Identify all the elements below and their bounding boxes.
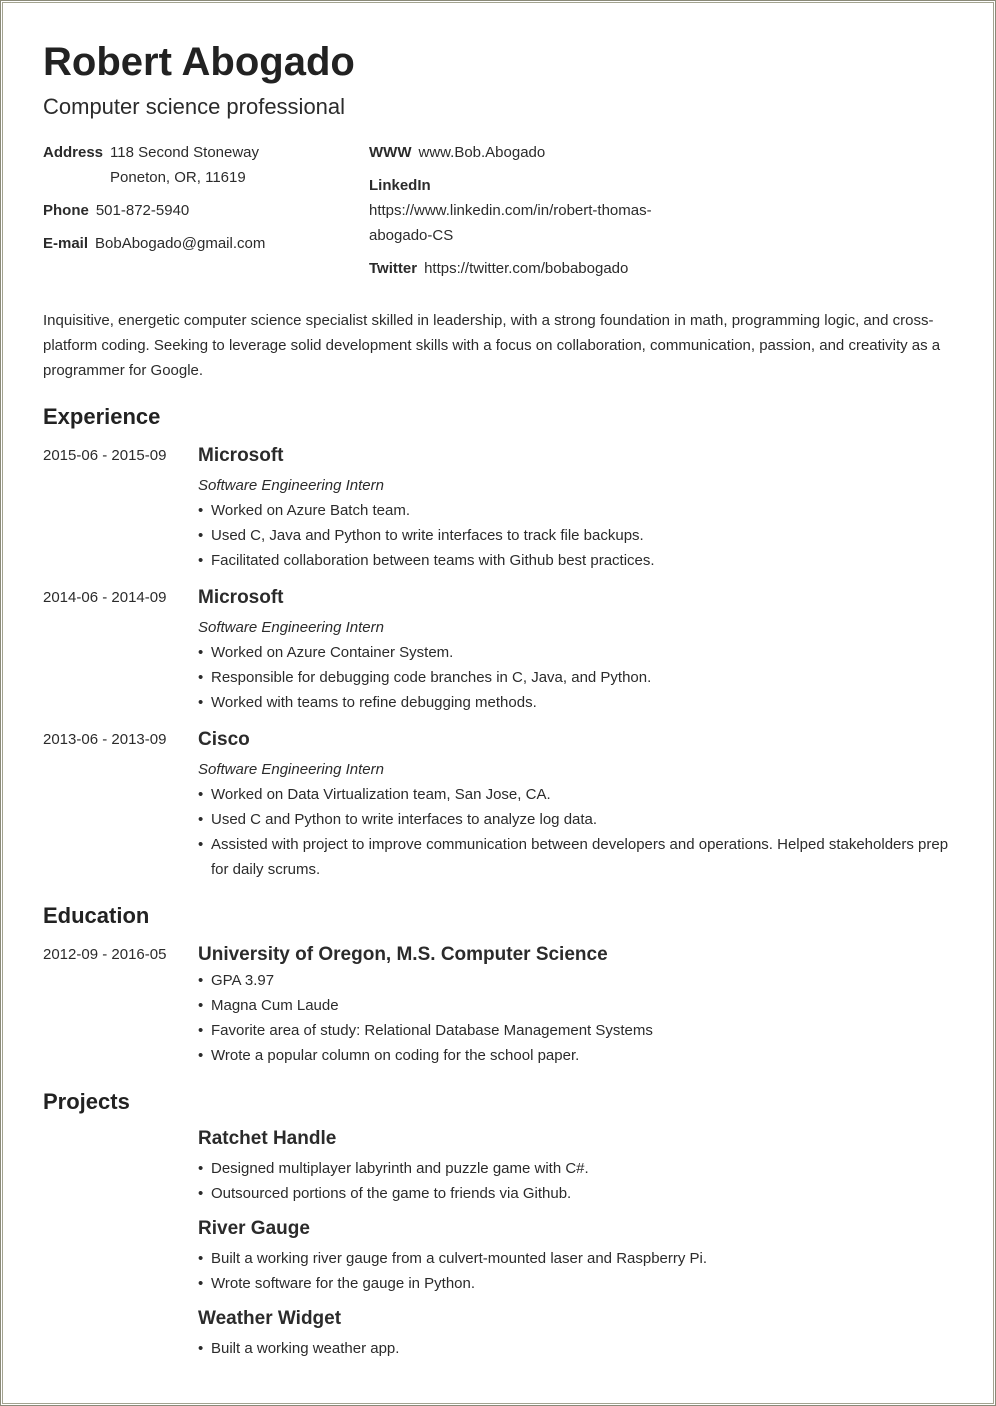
experience-entry [43, 443, 953, 573]
experience-body [198, 727, 953, 882]
address-line-1: 118 Second Stoneway [110, 144, 260, 161]
linkedin-line-2: abogado-CS [369, 227, 454, 244]
bullet-item: • Used C and Python to write interfaces to analyze log data. [198, 807, 953, 832]
contact-block [43, 140, 953, 290]
school-name: University of Oregon, M.S. Computer Science [198, 944, 608, 965]
education-dates: 2012-09 - 2016-05 [43, 946, 167, 963]
linkedin-row [369, 173, 669, 248]
bullet-item: • Worked on Azure Batch team. [198, 498, 953, 523]
experience-dates: 2014-06 - 2014-09 [43, 589, 167, 606]
project-bullets [198, 1156, 953, 1206]
education-entry [43, 942, 953, 1068]
www-value[interactable]: www.Bob.Abogado [418, 144, 546, 161]
project-name: Weather Widget [198, 1308, 342, 1329]
project-entry [198, 1216, 953, 1296]
bullet-item: • Outsourced portions of the game to friends via Github. [198, 1181, 953, 1206]
www-label: WWW [369, 144, 412, 161]
linkedin-line-1: https://www.linkedin.com/in/robert-thomas- [369, 202, 652, 219]
project-name: Ratchet Handle [198, 1128, 337, 1149]
company-name: Microsoft [198, 445, 284, 466]
bullet-item: • Worked on Azure Container System. [198, 640, 953, 665]
bullet-item: • Wrote software for the gauge in Python. [198, 1271, 953, 1296]
summary-paragraph: Inquisitive, energetic computer science specialist skilled in leadership, with a strong foundation in math, programming logic, and cross-platform coding. Seeking to leverage solid development skills with a focus on collaboration, communication, passion, and creativity as a programmer for Google. [43, 312, 941, 379]
address-line-2: Poneton, OR, 11619 [110, 169, 246, 186]
email-row [43, 231, 363, 256]
phone-row [43, 198, 363, 223]
bullet-item: • Responsible for debugging code branches in C, Java, and Python. [198, 665, 953, 690]
bullet-item: • GPA 3.97 [198, 968, 953, 993]
candidate-headline: Computer science professional [43, 94, 346, 119]
linkedin-value[interactable] [369, 198, 669, 248]
phone-value: 501-872-5940 [95, 202, 190, 219]
twitter-label: Twitter [369, 260, 418, 277]
experience-bullets [198, 782, 953, 882]
bullet-item: • Magna Cum Laude [198, 993, 953, 1018]
twitter-row [369, 256, 669, 281]
bullet-item: • Worked with teams to refine debugging methods. [198, 690, 953, 715]
education-bullets [198, 968, 953, 1068]
projects-heading: Projects [43, 1089, 130, 1114]
experience-heading: Experience [43, 404, 161, 429]
job-title: Software Engineering Intern [198, 619, 384, 636]
job-title: Software Engineering Intern [198, 761, 384, 778]
bullet-item: • Built a working river gauge from a culvert-mounted laser and Raspberry Pi. [198, 1246, 953, 1271]
experience-bullets [198, 498, 953, 573]
company-name: Cisco [198, 729, 250, 750]
bullet-item: • Designed multiplayer labyrinth and puzzle game with C#. [198, 1156, 953, 1181]
address-row [43, 140, 363, 190]
linkedin-label: LinkedIn [369, 177, 431, 194]
address-value [110, 140, 259, 190]
phone-label: Phone [43, 202, 89, 219]
experience-entry [43, 727, 953, 882]
resume-page [43, 38, 953, 1361]
bullet-item: • Favorite area of study: Relational Database Management Systems [198, 1018, 953, 1043]
company-name: Microsoft [198, 587, 284, 608]
job-title: Software Engineering Intern [198, 477, 384, 494]
bullet-item: • Assisted with project to improve communication between developers and operations. Helped stakeholders prep for daily scrums. [198, 832, 953, 882]
experience-dates: 2015-06 - 2015-09 [43, 447, 167, 464]
www-row [369, 140, 669, 165]
bullet-item: • Wrote a popular column on coding for the school paper. [198, 1043, 953, 1068]
education-body [198, 942, 953, 1068]
experience-body [198, 443, 953, 573]
email-value[interactable]: BobAbogado@gmail.com [95, 235, 266, 252]
twitter-value[interactable]: https://twitter.com/bobabogado [424, 260, 629, 277]
project-entry [198, 1126, 953, 1206]
experience-entry [43, 585, 953, 715]
experience-dates: 2013-06 - 2013-09 [43, 731, 167, 748]
bullet-item: • Built a working weather app. [198, 1336, 953, 1361]
project-bullets [198, 1336, 953, 1361]
email-label: E-mail [43, 235, 89, 252]
address-label: Address [43, 144, 104, 161]
project-name: River Gauge [198, 1218, 310, 1239]
education-heading: Education [43, 903, 150, 928]
experience-bullets [198, 640, 953, 715]
bullet-item: • Worked on Data Virtualization team, San Jose, CA. [198, 782, 953, 807]
project-bullets [198, 1246, 953, 1296]
contact-column-left [43, 140, 363, 264]
project-entry [198, 1306, 953, 1361]
bullet-item: • Facilitated collaboration between teams with Github best practices. [198, 548, 953, 573]
bullet-item: • Used C, Java and Python to write interfaces to track file backups. [198, 523, 953, 548]
experience-body [198, 585, 953, 715]
candidate-name: Robert Abogado [43, 40, 355, 84]
contact-column-right [369, 140, 669, 289]
